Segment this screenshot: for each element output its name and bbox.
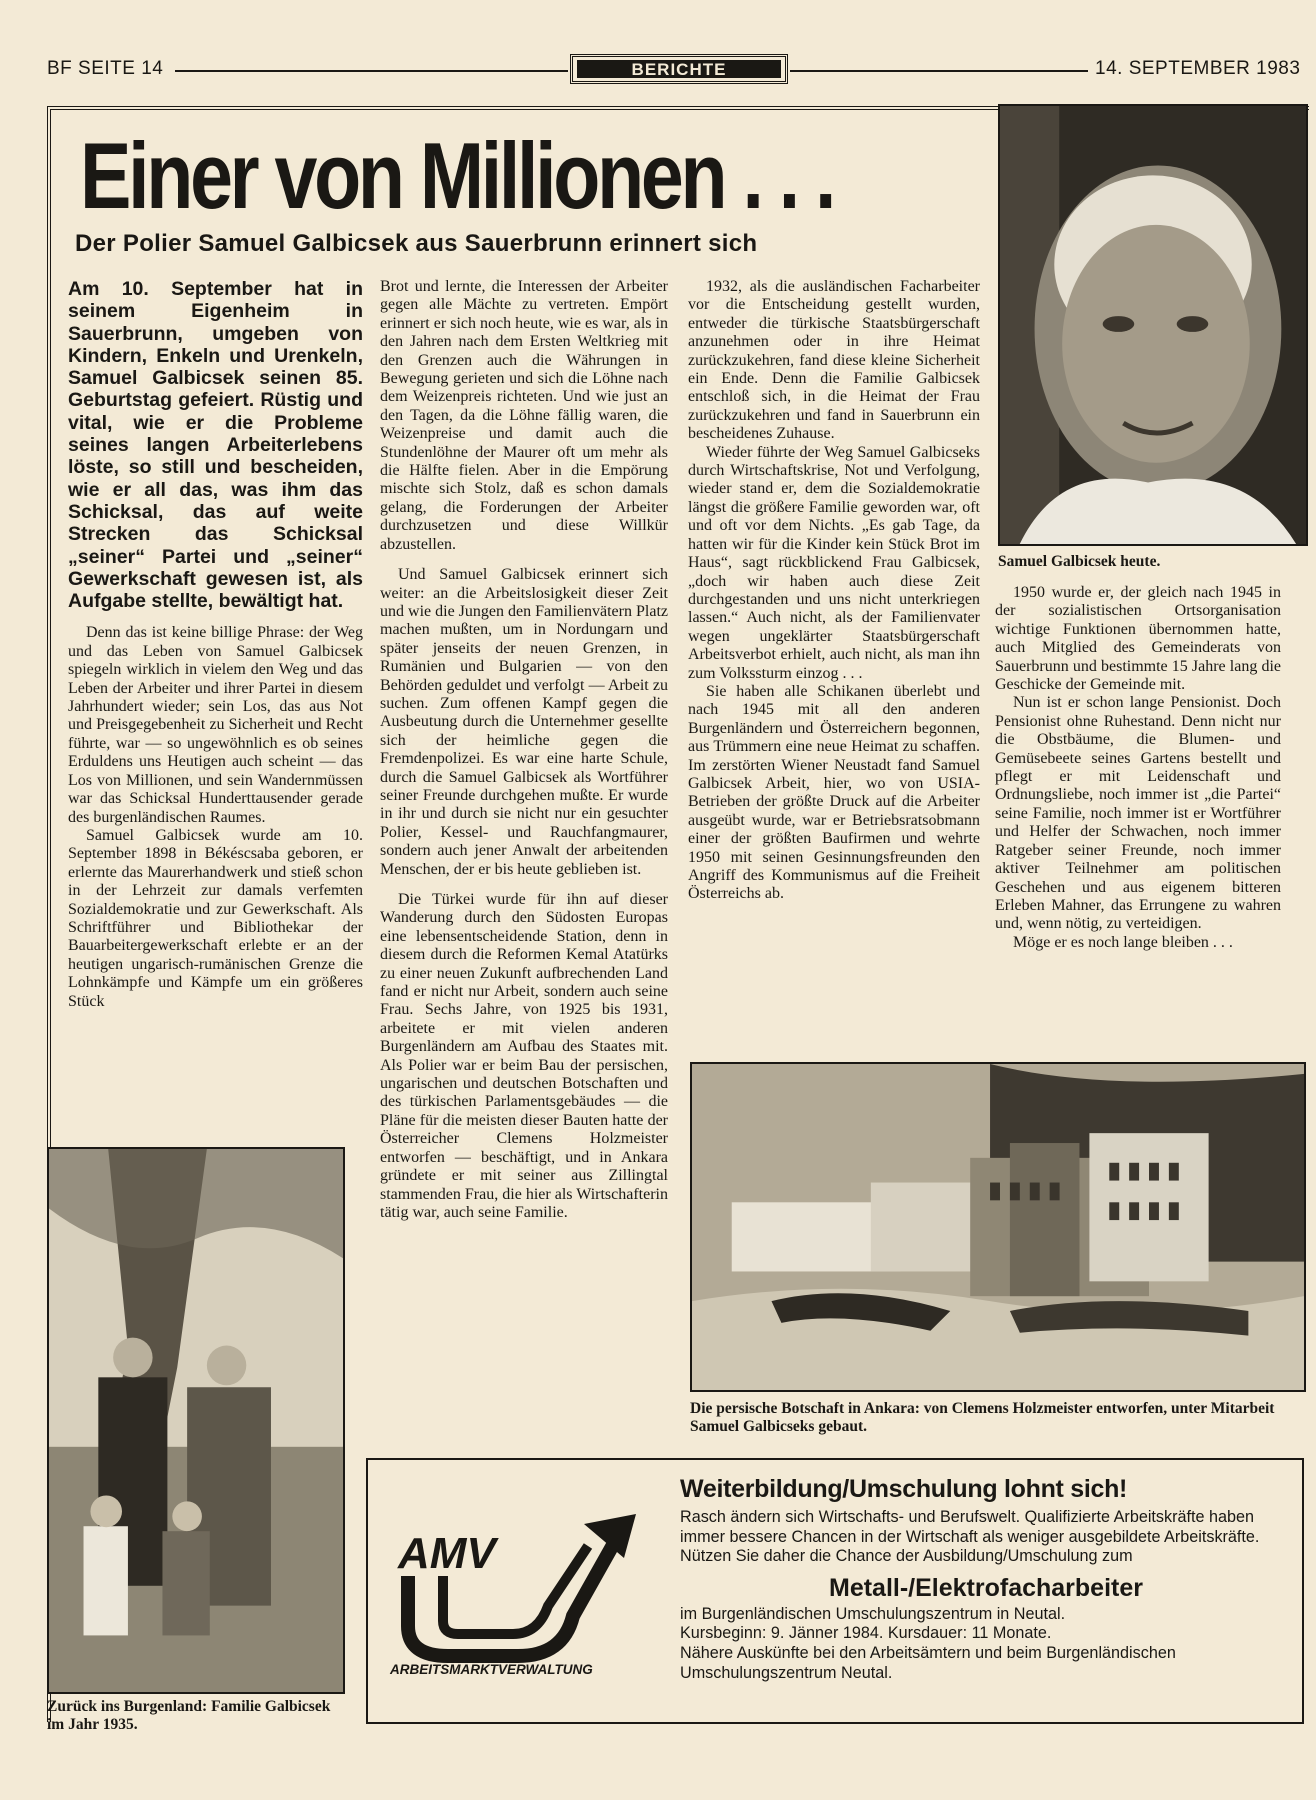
article-column-4 bbox=[995, 584, 1281, 952]
article-column-1 bbox=[68, 278, 363, 1011]
body-paragraph: Möge er es noch lange bleiben . . . bbox=[1013, 933, 1233, 951]
amv-logo-image bbox=[388, 1506, 638, 1676]
embassy-image bbox=[692, 1064, 1304, 1390]
portrait-caption: Samuel Galbicsek heute. bbox=[998, 553, 1161, 570]
body-paragraph: 1932, als die ausländischen Facharbeiter vor die Entscheidung gestellt wurden, entweder die türkische Staatsbürgerschaft anzunehmen oder in ihre Heimat zurückzukehren, fand diese kleine Sicherheit ein Ende. Denn die Familie Galbicsek entschloß sich, in die Heimat der Frau zurückzukehren und fand in Sauerbrunn ein bescheidenes Zuhause. bbox=[688, 278, 980, 443]
ad-title: Weiterbildung/Umschulung lohnt sich! bbox=[680, 1475, 1128, 1503]
logo-letters: AMV bbox=[398, 1529, 496, 1578]
embassy-photo bbox=[690, 1062, 1306, 1392]
body-paragraph: Sie haben alle Schikanen überlebt und nach 1945 mit all den anderen Burgenländern und Österreichern begonnen, aus Trümmern eine neue Heimat zu schaffen. Im zerstörten Wiener Neustadt fand Samuel Galbicsek Arbeit, hier, wo von USIA-Betrieben der größte Druck auf die Arbeiter ausgeübt wurde, war er Betriebsratsobmann einer der größten Baufirmen und wehrte 1950 mit seinen Gesinnungsfreunden den Angriff des Kommunismus auf die Freiheit Österreichs ab. bbox=[688, 682, 980, 903]
body-paragraph: Und Samuel Galbicsek erinnert sich weiter: an die Arbeitslosigkeit dieser Zeit und wie die Jungen den Familienvätern Platz machen mußten, um in Nordungarn und später jenseits der neuen Grenzen, in Rumänien und Bulgarien — von den Behörden geduldet und verfolgt — Arbeit zu suchen. Zum offenen Kampf gegen die Ausbeutung durch die Unternehmer gesellte sich der heimliche gegen die Fremdenpolizei. Es war eine harte Schule, durch die Samuel Galbicsek als Wortführer seiner Freunde durchgehen mußte. Er wurde in ihr und durch sie nicht nur ein gesuchter Polier, Kessel- und Rauchfangmaurer, sondern auch jener Anwalt der arbeitenden Menschen, der er bis heute geblieben ist. bbox=[380, 566, 668, 878]
ad-body: im Burgenländischen Umschulungszentrum in Neutal. bbox=[680, 1604, 1066, 1623]
section-badge bbox=[570, 54, 788, 84]
lead-paragraph: Am 10. September hat in seinem Eigenheim in Sauerbrunn, umgeben von Kindern, Enkeln und Urenkeln, Samuel Galbicsek seinen 85. Geburtstag gefeiert. Rüstig und vital, wie er die Probleme seines langen Arbeiterlebens löste, so still und bescheiden, wie er all das, was ihm das Schicksal, das auf weite Strecken das Schicksal „seiner“ Partei und „seiner“ Gewerkschaft gewesen ist, als Aufgabe stellte, bewältigt hat. bbox=[68, 278, 363, 613]
header-rule-right bbox=[790, 70, 1088, 72]
subheadline: Der Polier Samuel Galbicsek aus Sauerbrunn erinnert sich bbox=[75, 230, 758, 257]
page-label: BF SEITE 14 bbox=[47, 58, 164, 79]
ad-body: Nützen Sie daher die Chance der Ausbildung/Umschulung zum bbox=[680, 1547, 1133, 1566]
embassy-caption: Die persische Botschaft in Ankara: von Clemens Holzmeister entworfen, unter Mitarbeit Samuel Galbicseks gebaut. bbox=[690, 1400, 1275, 1435]
ad-text-block bbox=[680, 1474, 1292, 1683]
advertisement bbox=[366, 1458, 1304, 1724]
headline: Einer von Millionen . . . bbox=[80, 123, 834, 228]
ad-body: Rasch ändern sich Wirtschafts- und Berufswelt. Qualifizierte Arbeitskräfte haben immer bessere Chancen in der Wirtschaft als weniger ausgebildete Arbeitskräfte. bbox=[680, 1508, 1260, 1546]
logo-subtext: ARBEITSMARKTVERWALTUNG bbox=[390, 1662, 593, 1676]
section-label: BERICHTE bbox=[577, 60, 781, 78]
body-paragraph: Nun ist er schon lange Pensionist. Doch Pensionist ohne Ruhestand. Denn nicht nur die Obstbäume, die Blumen- und Gemüsebeete seines Gartens bestellt und pflegt er mit Leidenschaft und Ordnungsliebe, noch immer ist „die Partei“ seine Familie, noch immer ist er Wortführer und Helfer der Schwachen, noch immer Ratgeber seiner Freunde, noch immer aktiver Teilnehmer am politischen Geschehen und aus eigenem bitteren Erleben Mahner, das Errungene zu wahren und, wenn nötig, zu verteidigen. bbox=[995, 694, 1281, 933]
body-paragraph: Brot und lernte, die Interessen der Arbeiter gegen alle Mächte zu vertreten. Empört erinnert er sich noch heute, wie es war, als in den Jahren nach dem Ersten Weltkrieg mit den Grenzen auch die Währungen in Bewegung gerieten und sich die Löhne nach dem Weizenpreis richteten. Und wie just an den Tagen, da die Löhne fällig waren, die Weizenpreise und damit auch die Stundenlöhne der Maurer oft um mehr als die Hälfte fielen. Aber in die Empörung mischte sich Stolz, daß es schon damals gelang, die Forderungen der Arbeiter durchzusetzen und diese Willkür abzustellen. bbox=[380, 278, 668, 553]
body-paragraph: Samuel Galbicsek wurde am 10. September 1898 in Békéscsaba geboren, er erlernte das Maurerhandwerk und stieß schon in der Lehrzeit zur damals verfemten Sozialdemokratie und zur Gewerkschaft. Als Schriftführer und Bibliothekar der Bauarbeitergewerkschaft erlebte er an der heutigen ungarisch-rumänischen Grenze die Lohnkämpfe und Kämpfe um ein größeres Stück bbox=[68, 826, 363, 1010]
portrait-image bbox=[1000, 106, 1306, 544]
family-image bbox=[49, 1149, 343, 1692]
family-caption: Zurück ins Burgenland: Familie Galbicsek im Jahr 1935. bbox=[47, 1698, 331, 1733]
article-column-2 bbox=[380, 278, 668, 1222]
body-paragraph: Denn das ist keine billige Phrase: der Weg und das Leben von Samuel Galbicsek spiegeln wirklich in vielem den Weg und das Leben der Arbeiter und ihrer Partei in diesem Jahrhundert wieder; sein Los, das aus Not und Preisgegebenheit zu Sicherheit und Recht führte, war — so ungewöhnlich es ob seines Erduldens uns Heutigen auch scheint — das Los von Millionen, und sein Wandernmüssen war das Schicksal Hunderttausender gerade des burgenländischen Raumes. bbox=[68, 624, 363, 826]
body-paragraph: 1950 wurde er, der gleich nach 1945 in der sozialistischen Ortsorganisation wichtige Funktionen übernommen hatte, auch Mitglied des Gemeinderats von Sauerbrunn und bestimmte 15 Jahre lang die Geschicke der Gemeinde mit. bbox=[995, 584, 1281, 694]
body-paragraph: Die Türkei wurde für ihn auf dieser Wanderung durch den Südosten Europas eine lebensentscheidende Station, denn in diesem durch die Reformen Kemal Atatürks zu einer neuen Zukunft aufbrechenden Land fand er nicht nur Arbeit, sondern auch seine Frau. Sechs Jahre, von 1925 bis 1931, arbeitete er mit vielen anderen Burgenländern am Aufbau des Staates mit. Als Polier war er beim Bau der persischen, ungarischen und deutschen Botschaften und des türkischen Parlamentsgebäudes — die Pläne für die meisten dieser Bauten hatte der Österreicher Clemens Holzmeister entworfen — beschäftigt, und in Ankara gründete er mit seiner aus Zillingtal stammenden Frau, die hier als Wirtschafterin tätig war, auch seine Familie. bbox=[380, 891, 668, 1221]
article-column-3 bbox=[688, 278, 980, 904]
ad-body: Kursbeginn: 9. Jänner 1984. Kursdauer: 11 Monate. bbox=[680, 1624, 1052, 1643]
issue-date: 14. SEPTEMBER 1983 bbox=[1095, 58, 1301, 79]
ad-body: Nähere Auskünfte bei den Arbeitsämtern und beim Burgenländischen Umschulungszentrum Neutal. bbox=[680, 1643, 1176, 1682]
header-rule-left bbox=[175, 70, 568, 72]
family-photo bbox=[47, 1147, 345, 1694]
ad-subtitle: Metall-/Elektrofacharbeiter bbox=[829, 1573, 1143, 1602]
amv-logo bbox=[388, 1506, 638, 1676]
portrait-photo bbox=[998, 104, 1308, 546]
body-paragraph: Wieder führte der Weg Samuel Galbicseks durch Wirtschaftskrise, Not und Verfolgung, wieder stand er, dem die Sozialdemokratie längst die größere Familie geworden war, oft und oft vor dem Nichts. „Es gab Tage, da hatten wir für die Kinder kein Stück Brot im Haus“, sagt rückblickend Frau Galbicsek, „doch wir haben auch diese Zeit durchgestanden und uns nicht unterkriegen lassen.“ Auch nicht, als der Familienvater wegen ungeklärter Staatsbürgerschaft Arbeitsverbot erhielt, auch nicht, als man ihn zum Volkssturm einzog . . . bbox=[688, 443, 980, 682]
